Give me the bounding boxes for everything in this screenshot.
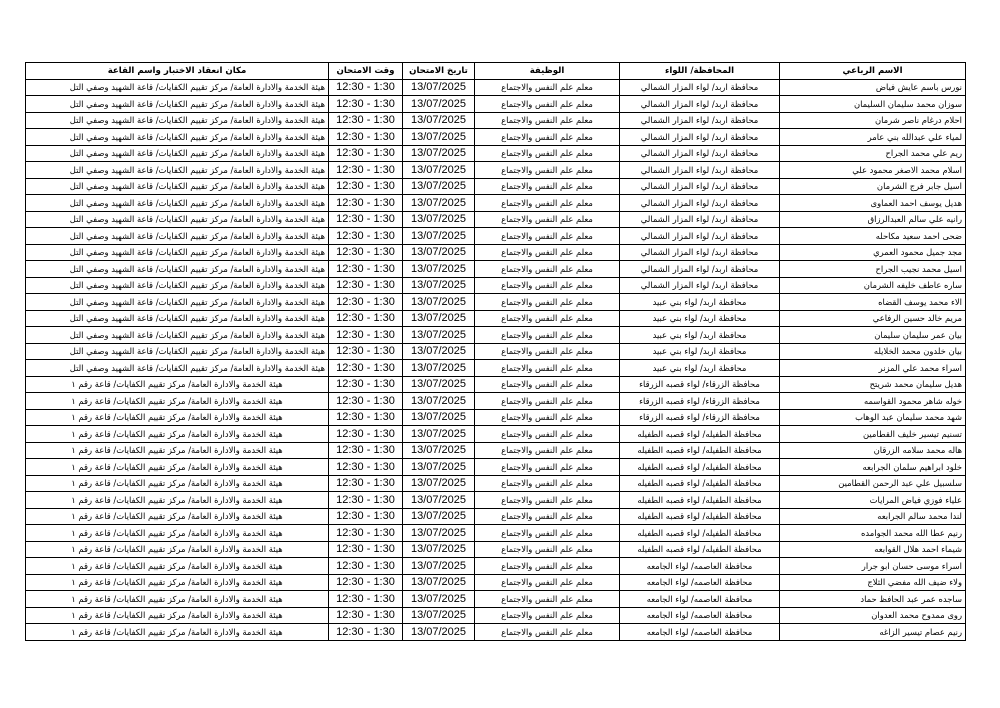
cell-date: 13/07/2025 bbox=[403, 96, 475, 113]
cell-governorate: محافظة الزرقاء/ لواء قصبه الزرقاء bbox=[620, 393, 780, 410]
cell-governorate: محافظة الطفيله/ لواء قصبه الطفيله bbox=[620, 475, 780, 492]
table-row bbox=[26, 79, 966, 96]
cell-date: 13/07/2025 bbox=[403, 541, 475, 558]
cell-time: 12:30 - 1:30 bbox=[329, 574, 403, 591]
cell-governorate: محافظة العاصمه/ لواء الجامعه bbox=[620, 574, 780, 591]
cell-location: هيئة الخدمة والادارة العامة/ مركز تقييم الكفايات/ قاعة رقم ١ bbox=[26, 492, 329, 509]
cell-time: 12:30 - 1:30 bbox=[329, 442, 403, 459]
cell-date: 13/07/2025 bbox=[403, 327, 475, 344]
cell-name: سلسبيل علي عبد الرحمن القطامين bbox=[780, 475, 966, 492]
cell-job: معلم علم النفس والاجتماع bbox=[475, 541, 620, 558]
table-row bbox=[26, 178, 966, 195]
table-row bbox=[26, 294, 966, 311]
cell-job: معلم علم النفس والاجتماع bbox=[475, 442, 620, 459]
cell-governorate: محافظة الطفيله/ لواء قصبه الطفيله bbox=[620, 426, 780, 443]
table-row bbox=[26, 228, 966, 245]
cell-job: معلم علم النفس والاجتماع bbox=[475, 409, 620, 426]
table-row bbox=[26, 162, 966, 179]
cell-time: 12:30 - 1:30 bbox=[329, 409, 403, 426]
table-row bbox=[26, 475, 966, 492]
cell-name: شيماء احمد هلال القوابعه bbox=[780, 541, 966, 558]
cell-time: 12:30 - 1:30 bbox=[329, 393, 403, 410]
cell-governorate: محافظة اربد/ لواء المزار الشمالي bbox=[620, 195, 780, 212]
cell-governorate: محافظة الطفيله/ لواء قصبه الطفيله bbox=[620, 508, 780, 525]
cell-name: خلود ابراهيم سلمان الجرابعه bbox=[780, 459, 966, 476]
cell-date: 13/07/2025 bbox=[403, 508, 475, 525]
cell-name: بيان خلدون محمد الخلايله bbox=[780, 343, 966, 360]
cell-name: رنيم عطا الله محمد الجوامده bbox=[780, 525, 966, 542]
cell-date: 13/07/2025 bbox=[403, 129, 475, 146]
cell-location: هيئة الخدمة والادارة العامة/ مركز تقييم الكفايات/ قاعة رقم ١ bbox=[26, 558, 329, 575]
cell-name: رنيم عصام تيسير الزاغه bbox=[780, 624, 966, 641]
cell-time: 12:30 - 1:30 bbox=[329, 162, 403, 179]
table-row bbox=[26, 558, 966, 575]
table-row bbox=[26, 244, 966, 261]
cell-time: 12:30 - 1:30 bbox=[329, 624, 403, 641]
cell-name: اسيل محمد نجيب الجراح bbox=[780, 261, 966, 278]
cell-job: معلم علم النفس والاجتماع bbox=[475, 211, 620, 228]
exam-schedule-sheet bbox=[25, 62, 965, 641]
table-row bbox=[26, 426, 966, 443]
cell-name: خوله شاهر محمود القواسمه bbox=[780, 393, 966, 410]
cell-time: 12:30 - 1:30 bbox=[329, 277, 403, 294]
cell-governorate: محافظة الزرقاء/ لواء قصبه الزرقاء bbox=[620, 409, 780, 426]
cell-name: ولاء ضيف الله مفضي الثلاج bbox=[780, 574, 966, 591]
header-date: تاريخ الامتحان bbox=[403, 63, 475, 80]
cell-time: 12:30 - 1:30 bbox=[329, 327, 403, 344]
cell-location: هيئة الخدمة والادارة العامة/ مركز تقييم الكفايات/ قاعة الشهيد وصفي التل bbox=[26, 343, 329, 360]
cell-job: معلم علم النفس والاجتماع bbox=[475, 310, 620, 327]
table-row bbox=[26, 442, 966, 459]
table-row bbox=[26, 360, 966, 377]
cell-date: 13/07/2025 bbox=[403, 525, 475, 542]
cell-date: 13/07/2025 bbox=[403, 195, 475, 212]
cell-date: 13/07/2025 bbox=[403, 442, 475, 459]
cell-date: 13/07/2025 bbox=[403, 277, 475, 294]
cell-date: 13/07/2025 bbox=[403, 261, 475, 278]
cell-date: 13/07/2025 bbox=[403, 294, 475, 311]
cell-job: معلم علم النفس والاجتماع bbox=[475, 558, 620, 575]
cell-date: 13/07/2025 bbox=[403, 591, 475, 608]
cell-job: معلم علم النفس والاجتماع bbox=[475, 607, 620, 624]
cell-location: هيئة الخدمة والادارة العامة/ مركز تقييم الكفايات/ قاعة رقم ١ bbox=[26, 442, 329, 459]
cell-location: هيئة الخدمة والادارة العامة/ مركز تقييم الكفايات/ قاعة الشهيد وصفي التل bbox=[26, 79, 329, 96]
table-body bbox=[26, 79, 966, 640]
cell-name: رانيه علي سالم العبدالرزاق bbox=[780, 211, 966, 228]
header-governorate: المحافظة/ اللواء bbox=[620, 63, 780, 80]
cell-location: هيئة الخدمة والادارة العامة/ مركز تقييم الكفايات/ قاعة الشهيد وصفي التل bbox=[26, 228, 329, 245]
cell-location: هيئة الخدمة والادارة العامة/ مركز تقييم الكفايات/ قاعة الشهيد وصفي التل bbox=[26, 162, 329, 179]
cell-governorate: محافظة الطفيله/ لواء قصبه الطفيله bbox=[620, 525, 780, 542]
cell-governorate: محافظة العاصمه/ لواء الجامعه bbox=[620, 591, 780, 608]
cell-job: معلم علم النفس والاجتماع bbox=[475, 360, 620, 377]
cell-location: هيئة الخدمة والادارة العامة/ مركز تقييم الكفايات/ قاعة الشهيد وصفي التل bbox=[26, 112, 329, 129]
table-row bbox=[26, 129, 966, 146]
exam-schedule-table bbox=[25, 62, 966, 641]
table-row bbox=[26, 145, 966, 162]
cell-time: 12:30 - 1:30 bbox=[329, 178, 403, 195]
table-row bbox=[26, 492, 966, 509]
cell-governorate: محافظة الطفيله/ لواء قصبه الطفيله bbox=[620, 459, 780, 476]
cell-job: معلم علم النفس والاجتماع bbox=[475, 426, 620, 443]
cell-time: 12:30 - 1:30 bbox=[329, 459, 403, 476]
table-row bbox=[26, 96, 966, 113]
cell-name: روى ممدوح محمد العدوان bbox=[780, 607, 966, 624]
table-row bbox=[26, 591, 966, 608]
cell-name: ساجده عمر عبد الحافظ حماد bbox=[780, 591, 966, 608]
cell-job: معلم علم النفس والاجتماع bbox=[475, 79, 620, 96]
cell-time: 12:30 - 1:30 bbox=[329, 343, 403, 360]
cell-date: 13/07/2025 bbox=[403, 343, 475, 360]
cell-name: لندا محمد سالم الجرابعه bbox=[780, 508, 966, 525]
cell-job: معلم علم النفس والاجتماع bbox=[475, 376, 620, 393]
cell-job: معلم علم النفس والاجتماع bbox=[475, 129, 620, 146]
cell-job: معلم علم النفس والاجتماع bbox=[475, 343, 620, 360]
cell-name: اسراء موسى حسان ابو جرار bbox=[780, 558, 966, 575]
cell-date: 13/07/2025 bbox=[403, 162, 475, 179]
cell-governorate: محافظة اربد/ لواء بني عبيد bbox=[620, 327, 780, 344]
cell-date: 13/07/2025 bbox=[403, 244, 475, 261]
table-header-row bbox=[26, 63, 966, 80]
cell-location: هيئة الخدمة والادارة العامة/ مركز تقييم الكفايات/ قاعة الشهيد وصفي التل bbox=[26, 360, 329, 377]
cell-date: 13/07/2025 bbox=[403, 310, 475, 327]
cell-job: معلم علم النفس والاجتماع bbox=[475, 195, 620, 212]
cell-governorate: محافظة اربد/ لواء المزار الشمالي bbox=[620, 112, 780, 129]
cell-name: احلام درغام ناصر شرمان bbox=[780, 112, 966, 129]
cell-governorate: محافظة اربد/ لواء المزار الشمالي bbox=[620, 211, 780, 228]
cell-name: الاء محمد يوسف القضاه bbox=[780, 294, 966, 311]
cell-date: 13/07/2025 bbox=[403, 459, 475, 476]
cell-job: معلم علم النفس والاجتماع bbox=[475, 459, 620, 476]
cell-name: هديل سليمان محمد شريتح bbox=[780, 376, 966, 393]
cell-date: 13/07/2025 bbox=[403, 475, 475, 492]
cell-location: هيئة الخدمة والادارة العامة/ مركز تقييم الكفايات/ قاعة رقم ١ bbox=[26, 624, 329, 641]
cell-location: هيئة الخدمة والادارة العامة/ مركز تقييم الكفايات/ قاعة الشهيد وصفي التل bbox=[26, 327, 329, 344]
cell-name: هديل يوسف احمد العماوى bbox=[780, 195, 966, 212]
cell-date: 13/07/2025 bbox=[403, 178, 475, 195]
cell-location: هيئة الخدمة والادارة العامة/ مركز تقييم الكفايات/ قاعة رقم ١ bbox=[26, 376, 329, 393]
cell-name: اسلام محمد الاصغر محمود علي bbox=[780, 162, 966, 179]
cell-governorate: محافظة اربد/ لواء بني عبيد bbox=[620, 310, 780, 327]
cell-time: 12:30 - 1:30 bbox=[329, 475, 403, 492]
cell-job: معلم علم النفس والاجتماع bbox=[475, 294, 620, 311]
cell-name: اسيل جابر فرج الشرمان bbox=[780, 178, 966, 195]
cell-job: معلم علم النفس والاجتماع bbox=[475, 162, 620, 179]
cell-date: 13/07/2025 bbox=[403, 393, 475, 410]
cell-time: 12:30 - 1:30 bbox=[329, 244, 403, 261]
table-row bbox=[26, 112, 966, 129]
cell-date: 13/07/2025 bbox=[403, 492, 475, 509]
cell-name: بيان عمر سليمان سليمان bbox=[780, 327, 966, 344]
cell-time: 12:30 - 1:30 bbox=[329, 129, 403, 146]
cell-date: 13/07/2025 bbox=[403, 211, 475, 228]
cell-date: 13/07/2025 bbox=[403, 360, 475, 377]
table-row bbox=[26, 607, 966, 624]
cell-date: 13/07/2025 bbox=[403, 426, 475, 443]
cell-governorate: محافظة الزرقاء/ لواء قصبه الزرقاء bbox=[620, 376, 780, 393]
table-row bbox=[26, 409, 966, 426]
cell-date: 13/07/2025 bbox=[403, 376, 475, 393]
table-row bbox=[26, 195, 966, 212]
cell-location: هيئة الخدمة والادارة العامة/ مركز تقييم الكفايات/ قاعة الشهيد وصفي التل bbox=[26, 195, 329, 212]
header-location: مكان انعقاد الاختبار واسم القاعة bbox=[26, 63, 329, 80]
cell-date: 13/07/2025 bbox=[403, 79, 475, 96]
cell-location: هيئة الخدمة والادارة العامة/ مركز تقييم الكفايات/ قاعة رقم ١ bbox=[26, 591, 329, 608]
cell-job: معلم علم النفس والاجتماع bbox=[475, 624, 620, 641]
cell-location: هيئة الخدمة والادارة العامة/ مركز تقييم الكفايات/ قاعة رقم ١ bbox=[26, 541, 329, 558]
cell-name: ضحى احمد سعيد مكاحله bbox=[780, 228, 966, 245]
cell-governorate: محافظة اربد/ لواء المزار الشمالي bbox=[620, 261, 780, 278]
cell-governorate: محافظة اربد/ لواء المزار الشمالي bbox=[620, 129, 780, 146]
cell-time: 12:30 - 1:30 bbox=[329, 211, 403, 228]
cell-governorate: محافظة اربد/ لواء المزار الشمالي bbox=[620, 178, 780, 195]
cell-date: 13/07/2025 bbox=[403, 574, 475, 591]
cell-time: 12:30 - 1:30 bbox=[329, 96, 403, 113]
cell-job: معلم علم النفس والاجتماع bbox=[475, 327, 620, 344]
cell-job: معلم علم النفس والاجتماع bbox=[475, 244, 620, 261]
cell-location: هيئة الخدمة والادارة العامة/ مركز تقييم الكفايات/ قاعة الشهيد وصفي التل bbox=[26, 261, 329, 278]
cell-job: معلم علم النفس والاجتماع bbox=[475, 112, 620, 129]
table-row bbox=[26, 376, 966, 393]
table-row bbox=[26, 459, 966, 476]
table-row bbox=[26, 508, 966, 525]
cell-location: هيئة الخدمة والادارة العامة/ مركز تقييم الكفايات/ قاعة رقم ١ bbox=[26, 393, 329, 410]
table-row bbox=[26, 277, 966, 294]
cell-job: معلم علم النفس والاجتماع bbox=[475, 508, 620, 525]
cell-name: علياء فوزي فياض المرايات bbox=[780, 492, 966, 509]
cell-date: 13/07/2025 bbox=[403, 145, 475, 162]
cell-governorate: محافظة اربد/ لواء المزار الشمالي bbox=[620, 277, 780, 294]
cell-governorate: محافظة العاصمه/ لواء الجامعه bbox=[620, 607, 780, 624]
cell-time: 12:30 - 1:30 bbox=[329, 228, 403, 245]
cell-governorate: محافظة اربد/ لواء المزار الشمالي bbox=[620, 96, 780, 113]
cell-location: هيئة الخدمة والادارة العامة/ مركز تقييم الكفايات/ قاعة الشهيد وصفي التل bbox=[26, 211, 329, 228]
cell-date: 13/07/2025 bbox=[403, 112, 475, 129]
cell-location: هيئة الخدمة والادارة العامة/ مركز تقييم الكفايات/ قاعة رقم ١ bbox=[26, 525, 329, 542]
cell-job: معلم علم النفس والاجتماع bbox=[475, 228, 620, 245]
table-row bbox=[26, 541, 966, 558]
cell-job: معلم علم النفس والاجتماع bbox=[475, 574, 620, 591]
cell-governorate: محافظة الطفيله/ لواء قصبه الطفيله bbox=[620, 492, 780, 509]
cell-name: لمياء علي عبدالله بني عامر bbox=[780, 129, 966, 146]
cell-name: ريم علي محمد الجراح bbox=[780, 145, 966, 162]
cell-location: هيئة الخدمة والادارة العامة/ مركز تقييم الكفايات/ قاعة الشهيد وصفي التل bbox=[26, 277, 329, 294]
cell-name: اسراء محمد علي المزنر bbox=[780, 360, 966, 377]
cell-date: 13/07/2025 bbox=[403, 409, 475, 426]
cell-governorate: محافظة اربد/ لواء المزار الشمالي bbox=[620, 228, 780, 245]
cell-date: 13/07/2025 bbox=[403, 558, 475, 575]
cell-governorate: محافظة اربد/ لواء المزار الشمالي bbox=[620, 162, 780, 179]
cell-name: تسنيم تيسير خليف القطامين bbox=[780, 426, 966, 443]
table-row bbox=[26, 525, 966, 542]
cell-name: شهد محمد سليمان عبد الوهاب bbox=[780, 409, 966, 426]
cell-job: معلم علم النفس والاجتماع bbox=[475, 261, 620, 278]
cell-location: هيئة الخدمة والادارة العامة/ مركز تقييم الكفايات/ قاعة الشهيد وصفي التل bbox=[26, 294, 329, 311]
cell-time: 12:30 - 1:30 bbox=[329, 508, 403, 525]
cell-governorate: محافظة اربد/ لواء المزار الشمالي bbox=[620, 79, 780, 96]
cell-date: 13/07/2025 bbox=[403, 607, 475, 624]
cell-governorate: محافظة اربد/ لواء المزار الشمالي bbox=[620, 145, 780, 162]
cell-location: هيئة الخدمة والادارة العامة/ مركز تقييم الكفايات/ قاعة رقم ١ bbox=[26, 508, 329, 525]
cell-name: نورس باسم عايش فياض bbox=[780, 79, 966, 96]
cell-date: 13/07/2025 bbox=[403, 624, 475, 641]
cell-governorate: محافظة العاصمه/ لواء الجامعه bbox=[620, 624, 780, 641]
cell-time: 12:30 - 1:30 bbox=[329, 492, 403, 509]
cell-time: 12:30 - 1:30 bbox=[329, 426, 403, 443]
cell-location: هيئة الخدمة والادارة العامة/ مركز تقييم الكفايات/ قاعة الشهيد وصفي التل bbox=[26, 244, 329, 261]
cell-time: 12:30 - 1:30 bbox=[329, 376, 403, 393]
cell-time: 12:30 - 1:30 bbox=[329, 310, 403, 327]
cell-time: 12:30 - 1:30 bbox=[329, 360, 403, 377]
cell-job: معلم علم النفس والاجتماع bbox=[475, 96, 620, 113]
cell-time: 12:30 - 1:30 bbox=[329, 591, 403, 608]
table-row bbox=[26, 310, 966, 327]
cell-time: 12:30 - 1:30 bbox=[329, 558, 403, 575]
cell-job: معلم علم النفس والاجتماع bbox=[475, 178, 620, 195]
cell-location: هيئة الخدمة والادارة العامة/ مركز تقييم الكفايات/ قاعة الشهيد وصفي التل bbox=[26, 178, 329, 195]
cell-time: 12:30 - 1:30 bbox=[329, 195, 403, 212]
cell-location: هيئة الخدمة والادارة العامة/ مركز تقييم الكفايات/ قاعة رقم ١ bbox=[26, 574, 329, 591]
cell-job: معلم علم النفس والاجتماع bbox=[475, 492, 620, 509]
table-row bbox=[26, 327, 966, 344]
cell-job: معلم علم النفس والاجتماع bbox=[475, 475, 620, 492]
cell-job: معلم علم النفس والاجتماع bbox=[475, 393, 620, 410]
cell-location: هيئة الخدمة والادارة العامة/ مركز تقييم الكفايات/ قاعة رقم ١ bbox=[26, 426, 329, 443]
table-row bbox=[26, 343, 966, 360]
cell-name: مجد جميل محمود العمري bbox=[780, 244, 966, 261]
cell-time: 12:30 - 1:30 bbox=[329, 112, 403, 129]
table-row bbox=[26, 261, 966, 278]
cell-location: هيئة الخدمة والادارة العامة/ مركز تقييم الكفايات/ قاعة الشهيد وصفي التل bbox=[26, 129, 329, 146]
cell-time: 12:30 - 1:30 bbox=[329, 541, 403, 558]
cell-time: 12:30 - 1:30 bbox=[329, 607, 403, 624]
cell-governorate: محافظة العاصمه/ لواء الجامعه bbox=[620, 558, 780, 575]
cell-location: هيئة الخدمة والادارة العامة/ مركز تقييم الكفايات/ قاعة رقم ١ bbox=[26, 409, 329, 426]
cell-governorate: محافظة الطفيله/ لواء قصبه الطفيله bbox=[620, 541, 780, 558]
cell-time: 12:30 - 1:30 bbox=[329, 145, 403, 162]
cell-job: معلم علم النفس والاجتماع bbox=[475, 525, 620, 542]
cell-date: 13/07/2025 bbox=[403, 228, 475, 245]
cell-job: معلم علم النفس والاجتماع bbox=[475, 591, 620, 608]
cell-name: ساره عاطف خليفه الشرمان bbox=[780, 277, 966, 294]
header-job: الوظيفة bbox=[475, 63, 620, 80]
header-time: وقت الامتحان bbox=[329, 63, 403, 80]
cell-job: معلم علم النفس والاجتماع bbox=[475, 145, 620, 162]
table-row bbox=[26, 624, 966, 641]
cell-name: سوزان محمد سليمان السليمان bbox=[780, 96, 966, 113]
cell-location: هيئة الخدمة والادارة العامة/ مركز تقييم الكفايات/ قاعة الشهيد وصفي التل bbox=[26, 145, 329, 162]
cell-time: 12:30 - 1:30 bbox=[329, 294, 403, 311]
table-row bbox=[26, 574, 966, 591]
cell-name: هاله محمد سلامه الزرقان bbox=[780, 442, 966, 459]
cell-governorate: محافظة اربد/ لواء بني عبيد bbox=[620, 294, 780, 311]
table-row bbox=[26, 211, 966, 228]
cell-governorate: محافظة اربد/ لواء بني عبيد bbox=[620, 343, 780, 360]
cell-governorate: محافظة اربد/ لواء المزار الشمالي bbox=[620, 244, 780, 261]
cell-location: هيئة الخدمة والادارة العامة/ مركز تقييم الكفايات/ قاعة الشهيد وصفي التل bbox=[26, 96, 329, 113]
cell-job: معلم علم النفس والاجتماع bbox=[475, 277, 620, 294]
cell-location: هيئة الخدمة والادارة العامة/ مركز تقييم الكفايات/ قاعة رقم ١ bbox=[26, 475, 329, 492]
cell-time: 12:30 - 1:30 bbox=[329, 525, 403, 542]
cell-location: هيئة الخدمة والادارة العامة/ مركز تقييم الكفايات/ قاعة رقم ١ bbox=[26, 607, 329, 624]
cell-name: مريم خالد حسين الرفاعي bbox=[780, 310, 966, 327]
cell-governorate: محافظة الطفيله/ لواء قصبه الطفيله bbox=[620, 442, 780, 459]
cell-location: هيئة الخدمة والادارة العامة/ مركز تقييم الكفايات/ قاعة الشهيد وصفي التل bbox=[26, 310, 329, 327]
cell-governorate: محافظة اربد/ لواء بني عبيد bbox=[620, 360, 780, 377]
table-row bbox=[26, 393, 966, 410]
cell-time: 12:30 - 1:30 bbox=[329, 79, 403, 96]
cell-location: هيئة الخدمة والادارة العامة/ مركز تقييم الكفايات/ قاعة رقم ١ bbox=[26, 459, 329, 476]
header-name: الاسم الرباعي bbox=[780, 63, 966, 80]
cell-time: 12:30 - 1:30 bbox=[329, 261, 403, 278]
